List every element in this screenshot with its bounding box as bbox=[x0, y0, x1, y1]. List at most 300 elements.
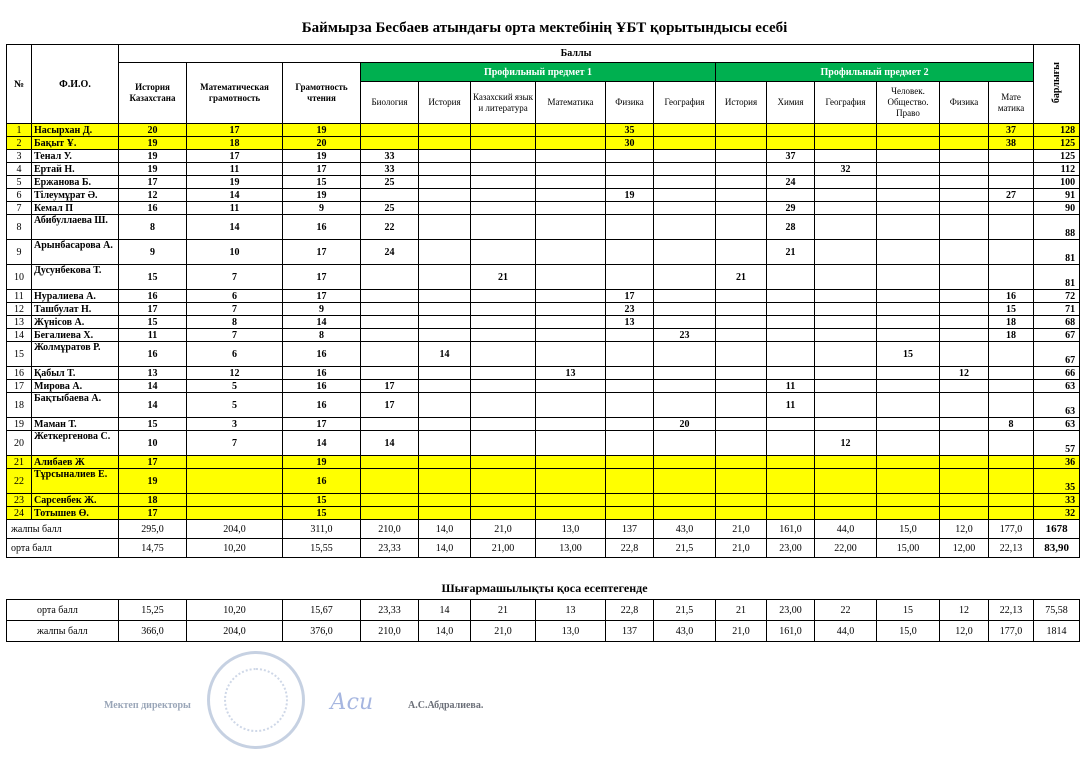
score-cell: 20 bbox=[283, 137, 361, 150]
score-cell: 12 bbox=[187, 367, 283, 380]
score-cell bbox=[654, 393, 716, 418]
score-cell: 14 bbox=[119, 380, 187, 393]
score-cell bbox=[989, 380, 1034, 393]
student-name: Жүнісов А. bbox=[32, 316, 119, 329]
summary-label: орта балл bbox=[7, 600, 119, 621]
sum-cell: 23,00 bbox=[767, 539, 815, 558]
score-cell: 19 bbox=[119, 137, 187, 150]
row-number: 9 bbox=[7, 240, 32, 265]
score-cell bbox=[419, 507, 471, 520]
score-cell bbox=[536, 393, 606, 418]
score-cell bbox=[419, 393, 471, 418]
score-cell bbox=[419, 215, 471, 240]
score-cell bbox=[606, 202, 654, 215]
score-cell bbox=[471, 150, 536, 163]
score-cell: 18 bbox=[119, 494, 187, 507]
row-number: 11 bbox=[7, 290, 32, 303]
score-cell bbox=[187, 456, 283, 469]
score-cell bbox=[815, 290, 877, 303]
score-cell: 23 bbox=[606, 303, 654, 316]
header-p2-chemistry: Химия bbox=[767, 82, 815, 124]
student-name: Насырхан Д. bbox=[32, 124, 119, 137]
student-name: Ертай Н. bbox=[32, 163, 119, 176]
score-cell: 15 bbox=[989, 303, 1034, 316]
score-cell bbox=[361, 329, 419, 342]
summary-cell: 21,0 bbox=[716, 621, 767, 642]
score-cell bbox=[361, 469, 419, 494]
table-row bbox=[7, 507, 1080, 520]
score-cell bbox=[877, 189, 940, 202]
score-cell bbox=[716, 189, 767, 202]
score-cell: 33 bbox=[361, 163, 419, 176]
score-cell bbox=[940, 494, 989, 507]
total-cell: 71 bbox=[1034, 303, 1080, 316]
student-name: Мирова А. bbox=[32, 380, 119, 393]
score-cell bbox=[419, 290, 471, 303]
score-cell: 3 bbox=[187, 418, 283, 431]
score-cell bbox=[419, 367, 471, 380]
score-cell bbox=[940, 150, 989, 163]
score-cell bbox=[989, 240, 1034, 265]
sum-cell: 177,0 bbox=[989, 520, 1034, 539]
score-cell bbox=[815, 367, 877, 380]
table-row bbox=[7, 290, 1080, 303]
score-cell bbox=[419, 124, 471, 137]
score-cell bbox=[767, 316, 815, 329]
total-cell: 66 bbox=[1034, 367, 1080, 380]
student-name: Қабыл Т. bbox=[32, 367, 119, 380]
table-row bbox=[7, 303, 1080, 316]
summary-cell: 161,0 bbox=[767, 621, 815, 642]
score-cell bbox=[767, 494, 815, 507]
summary-cell: 376,0 bbox=[283, 621, 361, 642]
score-cell bbox=[989, 150, 1034, 163]
score-cell bbox=[815, 329, 877, 342]
score-cell bbox=[361, 137, 419, 150]
score-cell bbox=[471, 418, 536, 431]
sum-cell: 204,0 bbox=[187, 520, 283, 539]
score-cell: 6 bbox=[187, 290, 283, 303]
header-p2-geography: География bbox=[815, 82, 877, 124]
score-cell: 17 bbox=[119, 176, 187, 189]
score-cell bbox=[940, 393, 989, 418]
header-scores: Баллы bbox=[119, 45, 1034, 63]
student-name: Сарсенбек Ж. bbox=[32, 494, 119, 507]
sum-cell: 21,5 bbox=[654, 539, 716, 558]
total-cell: 35 bbox=[1034, 469, 1080, 494]
score-cell: 17 bbox=[283, 240, 361, 265]
score-cell: 14 bbox=[119, 393, 187, 418]
score-cell bbox=[940, 265, 989, 290]
student-name: Ташбулат Н. bbox=[32, 303, 119, 316]
score-cell: 15 bbox=[283, 494, 361, 507]
score-cell bbox=[606, 469, 654, 494]
total-cell: 67 bbox=[1034, 329, 1080, 342]
score-cell bbox=[654, 240, 716, 265]
total-cell: 68 bbox=[1034, 316, 1080, 329]
score-cell bbox=[877, 469, 940, 494]
score-cell bbox=[606, 418, 654, 431]
score-cell bbox=[419, 202, 471, 215]
header-p2-physics: Физика bbox=[940, 82, 989, 124]
score-cell bbox=[940, 215, 989, 240]
score-cell bbox=[815, 494, 877, 507]
score-cell: 19 bbox=[119, 163, 187, 176]
score-cell bbox=[654, 380, 716, 393]
score-cell bbox=[606, 215, 654, 240]
score-cell bbox=[361, 418, 419, 431]
table-row bbox=[7, 469, 1080, 494]
score-cell: 19 bbox=[283, 124, 361, 137]
score-cell bbox=[767, 507, 815, 520]
total-cell: 57 bbox=[1034, 431, 1080, 456]
score-cell bbox=[536, 163, 606, 176]
score-cell bbox=[940, 176, 989, 189]
score-cell bbox=[767, 189, 815, 202]
score-cell bbox=[606, 240, 654, 265]
student-name: Абибуллаева Ш. bbox=[32, 215, 119, 240]
score-cell bbox=[877, 418, 940, 431]
score-cell bbox=[767, 329, 815, 342]
score-cell bbox=[536, 303, 606, 316]
score-cell bbox=[606, 150, 654, 163]
table-row bbox=[7, 240, 1080, 265]
score-cell bbox=[940, 137, 989, 150]
score-cell: 27 bbox=[989, 189, 1034, 202]
summary-cell: 21,5 bbox=[654, 600, 716, 621]
sum-cell: 10,20 bbox=[187, 539, 283, 558]
sum-cell: 15,00 bbox=[877, 539, 940, 558]
sum-cell: 12,00 bbox=[940, 539, 989, 558]
score-cell bbox=[767, 290, 815, 303]
total-cell: 90 bbox=[1034, 202, 1080, 215]
score-cell bbox=[536, 380, 606, 393]
table-row bbox=[7, 456, 1080, 469]
score-cell bbox=[716, 507, 767, 520]
score-cell bbox=[716, 150, 767, 163]
score-cell: 7 bbox=[187, 303, 283, 316]
score-cell: 14 bbox=[361, 431, 419, 456]
score-cell bbox=[606, 494, 654, 507]
score-cell: 23 bbox=[654, 329, 716, 342]
score-cell: 14 bbox=[419, 342, 471, 367]
row-number: 7 bbox=[7, 202, 32, 215]
header-profile-1: Профильный предмет 1 bbox=[361, 63, 716, 82]
director-signature: Аси bbox=[330, 690, 374, 715]
score-cell bbox=[536, 240, 606, 265]
score-cell bbox=[471, 431, 536, 456]
score-cell bbox=[716, 456, 767, 469]
score-cell: 12 bbox=[119, 189, 187, 202]
score-cell: 19 bbox=[283, 189, 361, 202]
score-cell bbox=[940, 342, 989, 367]
score-cell: 21 bbox=[716, 265, 767, 290]
score-cell bbox=[654, 303, 716, 316]
header-p2-math: Мате матика bbox=[989, 82, 1034, 124]
student-name: Тенал У. bbox=[32, 150, 119, 163]
score-cell: 5 bbox=[187, 380, 283, 393]
total-cell: 63 bbox=[1034, 380, 1080, 393]
summary-cell: 13,0 bbox=[536, 621, 606, 642]
score-cell: 13 bbox=[536, 367, 606, 380]
score-cell bbox=[716, 380, 767, 393]
sum-row bbox=[7, 539, 1080, 558]
score-cell: 8 bbox=[989, 418, 1034, 431]
row-number: 13 bbox=[7, 316, 32, 329]
score-cell: 21 bbox=[471, 265, 536, 290]
score-cell: 9 bbox=[283, 202, 361, 215]
score-cell: 7 bbox=[187, 431, 283, 456]
header-p1-history: История bbox=[419, 82, 471, 124]
score-cell bbox=[767, 367, 815, 380]
score-cell: 29 bbox=[767, 202, 815, 215]
header-number: № bbox=[7, 45, 32, 124]
score-cell bbox=[536, 176, 606, 189]
summary-cell: 21 bbox=[716, 600, 767, 621]
summary-cell: 15,67 bbox=[283, 600, 361, 621]
score-cell: 17 bbox=[361, 380, 419, 393]
score-cell bbox=[606, 380, 654, 393]
score-cell: 15 bbox=[283, 176, 361, 189]
row-number: 4 bbox=[7, 163, 32, 176]
score-cell bbox=[989, 456, 1034, 469]
score-cell bbox=[471, 329, 536, 342]
score-cell bbox=[716, 494, 767, 507]
score-cell bbox=[877, 124, 940, 137]
score-cell bbox=[361, 303, 419, 316]
header-p1-kazakh-lit: Казахский язык и литература bbox=[471, 82, 536, 124]
score-cell: 16 bbox=[283, 380, 361, 393]
total-cell: 63 bbox=[1034, 418, 1080, 431]
table-row bbox=[7, 367, 1080, 380]
student-name: Маман Т. bbox=[32, 418, 119, 431]
summary-cell: 23,00 bbox=[767, 600, 815, 621]
student-name: Нуралиева А. bbox=[32, 290, 119, 303]
score-cell: 14 bbox=[283, 316, 361, 329]
score-cell bbox=[361, 189, 419, 202]
score-cell bbox=[989, 215, 1034, 240]
score-cell bbox=[419, 240, 471, 265]
header-p2-society-law: Человек. Общество. Право bbox=[877, 82, 940, 124]
score-cell bbox=[767, 469, 815, 494]
score-cell: 7 bbox=[187, 329, 283, 342]
score-cell bbox=[940, 456, 989, 469]
score-cell bbox=[815, 215, 877, 240]
score-cell: 14 bbox=[187, 215, 283, 240]
score-cell bbox=[419, 163, 471, 176]
score-cell: 18 bbox=[989, 316, 1034, 329]
sum-cell: 21,0 bbox=[716, 520, 767, 539]
score-cell bbox=[471, 316, 536, 329]
score-cell bbox=[606, 367, 654, 380]
score-cell: 16 bbox=[119, 342, 187, 367]
score-cell: 19 bbox=[283, 456, 361, 469]
score-cell bbox=[716, 202, 767, 215]
score-cell bbox=[471, 393, 536, 418]
score-cell bbox=[989, 367, 1034, 380]
score-cell bbox=[716, 393, 767, 418]
score-cell bbox=[815, 507, 877, 520]
score-cell bbox=[815, 150, 877, 163]
score-cell bbox=[654, 265, 716, 290]
score-cell bbox=[361, 367, 419, 380]
sum-cell: 14,0 bbox=[419, 520, 471, 539]
total-cell: 125 bbox=[1034, 150, 1080, 163]
summary-cell: 21 bbox=[471, 600, 536, 621]
score-cell: 9 bbox=[119, 240, 187, 265]
score-cell: 8 bbox=[187, 316, 283, 329]
score-cell bbox=[654, 342, 716, 367]
row-number: 19 bbox=[7, 418, 32, 431]
score-cell: 19 bbox=[119, 150, 187, 163]
score-cell bbox=[877, 163, 940, 176]
score-cell: 10 bbox=[187, 240, 283, 265]
score-cell: 17 bbox=[119, 456, 187, 469]
score-cell bbox=[815, 316, 877, 329]
score-cell bbox=[877, 265, 940, 290]
score-cell: 17 bbox=[283, 265, 361, 290]
total-cell: 33 bbox=[1034, 494, 1080, 507]
score-cell bbox=[815, 456, 877, 469]
score-cell: 19 bbox=[187, 176, 283, 189]
score-cell bbox=[187, 494, 283, 507]
score-cell bbox=[989, 494, 1034, 507]
score-cell: 11 bbox=[767, 393, 815, 418]
score-cell bbox=[989, 342, 1034, 367]
score-cell bbox=[767, 303, 815, 316]
score-cell bbox=[815, 176, 877, 189]
score-cell: 18 bbox=[989, 329, 1034, 342]
score-cell bbox=[419, 150, 471, 163]
score-cell bbox=[989, 202, 1034, 215]
score-cell bbox=[877, 316, 940, 329]
sum-cell: 43,0 bbox=[654, 520, 716, 539]
score-cell bbox=[606, 163, 654, 176]
table-row bbox=[7, 393, 1080, 418]
score-cell bbox=[654, 150, 716, 163]
score-cell: 7 bbox=[187, 265, 283, 290]
sum-cell: 21,0 bbox=[471, 520, 536, 539]
score-cell bbox=[471, 469, 536, 494]
score-cell bbox=[536, 494, 606, 507]
table-row bbox=[7, 124, 1080, 137]
score-cell: 24 bbox=[361, 240, 419, 265]
score-cell bbox=[654, 176, 716, 189]
score-cell: 6 bbox=[187, 342, 283, 367]
score-cell bbox=[361, 456, 419, 469]
sum-row bbox=[7, 520, 1080, 539]
table-row bbox=[7, 176, 1080, 189]
table-row bbox=[7, 316, 1080, 329]
score-cell bbox=[536, 124, 606, 137]
score-cell bbox=[471, 290, 536, 303]
table-row bbox=[7, 163, 1080, 176]
score-cell: 37 bbox=[989, 124, 1034, 137]
score-cell bbox=[877, 329, 940, 342]
row-number: 17 bbox=[7, 380, 32, 393]
score-cell: 15 bbox=[119, 316, 187, 329]
score-cell bbox=[940, 240, 989, 265]
score-cell: 15 bbox=[877, 342, 940, 367]
score-cell bbox=[716, 367, 767, 380]
score-cell bbox=[767, 265, 815, 290]
score-cell: 9 bbox=[283, 303, 361, 316]
score-cell bbox=[471, 163, 536, 176]
score-cell: 28 bbox=[767, 215, 815, 240]
summary-cell: 44,0 bbox=[815, 621, 877, 642]
student-name: Бақтыбаева А. bbox=[32, 393, 119, 418]
score-cell: 16 bbox=[283, 469, 361, 494]
score-cell: 8 bbox=[119, 215, 187, 240]
score-cell bbox=[815, 240, 877, 265]
score-cell bbox=[419, 469, 471, 494]
score-cell: 17 bbox=[283, 418, 361, 431]
summary-cell: 22,13 bbox=[989, 600, 1034, 621]
total-cell: 125 bbox=[1034, 137, 1080, 150]
score-cell bbox=[767, 418, 815, 431]
student-name: Тілеумұрат Ә. bbox=[32, 189, 119, 202]
table-row bbox=[7, 137, 1080, 150]
row-number: 5 bbox=[7, 176, 32, 189]
header-math-literacy: Математическая грамотность bbox=[187, 63, 283, 124]
summary-cell: 366,0 bbox=[119, 621, 187, 642]
table-row bbox=[7, 418, 1080, 431]
summary-total: 75,58 bbox=[1034, 600, 1080, 621]
score-cell bbox=[767, 124, 815, 137]
score-cell: 17 bbox=[119, 303, 187, 316]
score-cell bbox=[536, 215, 606, 240]
score-cell: 24 bbox=[767, 176, 815, 189]
summary-cell: 210,0 bbox=[361, 621, 419, 642]
score-cell bbox=[419, 265, 471, 290]
score-cell bbox=[361, 265, 419, 290]
student-name: Арынбасарова А. bbox=[32, 240, 119, 265]
sum-cell: 22,8 bbox=[606, 539, 654, 558]
score-cell bbox=[989, 507, 1034, 520]
score-cell bbox=[815, 418, 877, 431]
sum-cell: 15,55 bbox=[283, 539, 361, 558]
score-cell bbox=[767, 163, 815, 176]
score-cell bbox=[654, 431, 716, 456]
score-cell bbox=[536, 150, 606, 163]
score-cell bbox=[361, 124, 419, 137]
score-cell bbox=[716, 303, 767, 316]
row-number: 20 bbox=[7, 431, 32, 456]
score-cell bbox=[989, 163, 1034, 176]
score-cell bbox=[767, 342, 815, 367]
score-cell: 15 bbox=[119, 265, 187, 290]
summary-cell: 23,33 bbox=[361, 600, 419, 621]
score-cell: 20 bbox=[654, 418, 716, 431]
score-cell: 16 bbox=[119, 290, 187, 303]
student-name: Тотышев Ө. bbox=[32, 507, 119, 520]
total-cell: 63 bbox=[1034, 393, 1080, 418]
score-cell: 13 bbox=[119, 367, 187, 380]
score-cell bbox=[606, 265, 654, 290]
score-cell bbox=[419, 494, 471, 507]
score-cell bbox=[716, 215, 767, 240]
score-cell bbox=[716, 316, 767, 329]
score-cell bbox=[471, 202, 536, 215]
score-cell bbox=[419, 176, 471, 189]
score-cell: 33 bbox=[361, 150, 419, 163]
table-row bbox=[7, 150, 1080, 163]
score-cell bbox=[877, 367, 940, 380]
row-number: 12 bbox=[7, 303, 32, 316]
score-cell bbox=[877, 240, 940, 265]
sum-cell: 311,0 bbox=[283, 520, 361, 539]
score-cell bbox=[536, 469, 606, 494]
